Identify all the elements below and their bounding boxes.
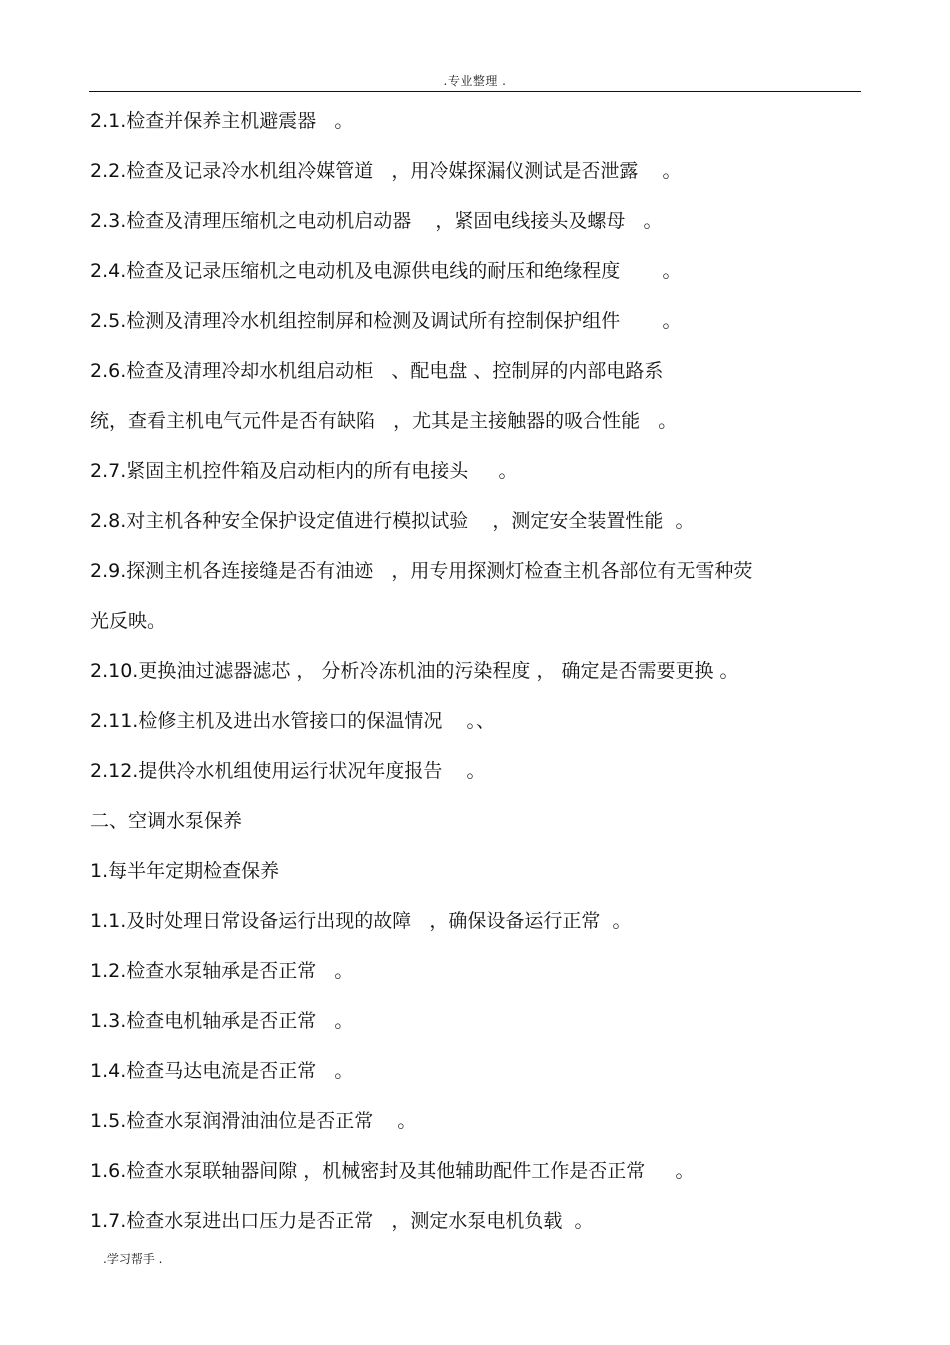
body-line: 1.5.检查水泵润滑油油位是否正常 。: [90, 1110, 417, 1132]
body-line: 光反映。: [90, 610, 167, 632]
page-footer-text: .学习帮手 .: [103, 1252, 163, 1266]
body-line: 2.7.紧固主机控件箱及启动柜内的所有电接头 。: [90, 460, 518, 482]
body-line: 2.6.检查及清理冷却水机组启动柜 、配电盘 、控制屏的内部电路系: [90, 360, 664, 382]
header-rule: [89, 91, 861, 92]
body-line: 2.5.检测及清理冷水机组控制屏和检测及调试所有控制保护组件 。: [90, 310, 682, 332]
body-line: 2.8.对主机各种安全保护设定值进行模拟试验 ，测定安全装置性能 。: [90, 510, 695, 532]
body-line: 2.1.检查并保养主机避震器 。: [90, 110, 354, 132]
body-line: 1.3.检查电机轴承是否正常 。: [90, 1010, 354, 1032]
body-line: 1.1.及时处理日常设备运行出现的故障 ，确保设备运行正常 。: [90, 910, 632, 932]
body-line: 2.4.检查及记录压缩机之电动机及电源供电线的耐压和绝缘程度 。: [90, 260, 682, 282]
body-line: 2.10.更换油过滤器滤芯 ， 分析冷冻机油的污染程度 ， 确定是否需要更换 。: [90, 660, 739, 682]
body-line: 2.11.检修主机及进出水管接口的保温情况 。、: [90, 710, 496, 732]
section-heading: 二、空调水泵保养: [90, 810, 243, 832]
body-line: 2.3.检查及清理压缩机之电动机启动器 ，紧固电线接头及螺母 。: [90, 210, 663, 232]
body-line: 2.2.检查及记录冷水机组冷媒管道 ，用冷媒探漏仪测试是否泄露 。: [90, 160, 682, 182]
body-line: 2.9.探测主机各连接缝是否有油迹 ，用专用探测灯检查主机各部位有无雪种荧: [90, 560, 753, 582]
body-line: 2.12.提供冷水机组使用运行状况年度报告 。: [90, 760, 486, 782]
subsection-heading: 1.每半年定期检查保养: [90, 860, 280, 882]
body-line: 统，查看主机电气元件是否有缺陷 ，尤其是主接触器的吸合性能 。: [90, 410, 678, 432]
body-line: 1.6.检查水泵联轴器间隙 ，机械密封及其他辅助配件工作是否正常 。: [90, 1160, 695, 1182]
body-line: 1.7.检查水泵进出口压力是否正常 ，测定水泵电机负载 。: [90, 1210, 594, 1232]
body-line: 1.4.检查马达电流是否正常 。: [90, 1060, 354, 1082]
document-body: [90, 104, 850, 1254]
page-header-text: .专业整理 .: [443, 74, 507, 88]
body-line: 1.2.检查水泵轴承是否正常 。: [90, 960, 354, 982]
